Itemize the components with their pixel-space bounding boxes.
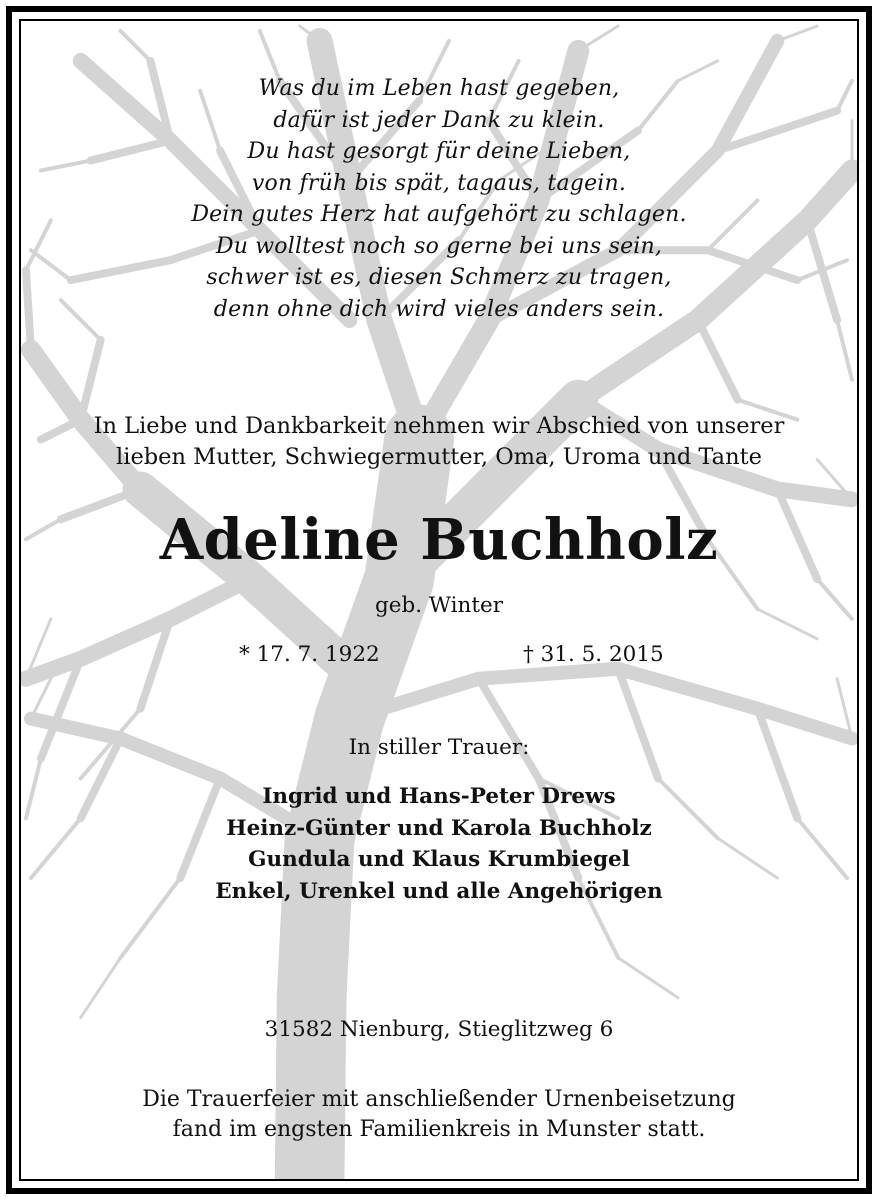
address: 31582 Nienburg, Stieglitzweg 6 [264,1017,614,1042]
notice-line: Die Trauerfeier mit anschließender Urnenbeisetzung [142,1087,736,1112]
poem [21,73,857,325]
maiden-name: geb. Winter [374,593,503,618]
mourner-line: Heinz-Günter und Karola Buchholz [226,815,652,841]
mourner-line: Ingrid und Hans-Peter Drews [262,784,616,809]
mourner-line: Gundula und Klaus Krumbiegel [248,847,630,872]
poem-line: dafür ist jeder Dank zu klein. [273,107,605,133]
intro-line: In Liebe und Dankbarkeit nehmen wir Abschied von unserer [93,413,785,439]
mourners-list [21,781,857,907]
mourning-heading: In stiller Trauer: [348,735,530,760]
poem-line: Dein gutes Herz hat aufgehört zu schlagen. [191,202,687,227]
outer-border [6,6,872,1194]
poem-line: Was du im Leben hast gegeben, [258,76,620,101]
mourner-line: Enkel, Urenkel und alle Angehörigen [215,878,663,904]
intro-line: lieben Mutter, Schwiegermutter, Oma, Uroma und Tante [116,444,762,470]
poem-line: Du hast gesorgt für deine Lieben, [247,139,631,164]
deceased-name: Adeline Buchholz [159,507,719,573]
poem-line: Du wolltest noch so gerne bei uns sein, [215,233,663,259]
inner-border [19,19,859,1181]
death-date: † 31. 5. 2015 [523,642,664,667]
poem-line: von früh bis spät, tagaus, tagein. [251,170,627,196]
notice-line: fand im engsten Familienkreis in Munster statt. [172,1116,706,1142]
poem-line: denn ohne dich wird vieles anders sein. [213,296,665,322]
birth-date: * 17. 7. 1922 [239,642,380,667]
funeral-notice [21,1085,857,1144]
obituary-content [21,21,857,1179]
farewell-intro [21,411,857,473]
poem-line: schwer ist es, diesen Schmerz zu tragen, [206,265,672,290]
